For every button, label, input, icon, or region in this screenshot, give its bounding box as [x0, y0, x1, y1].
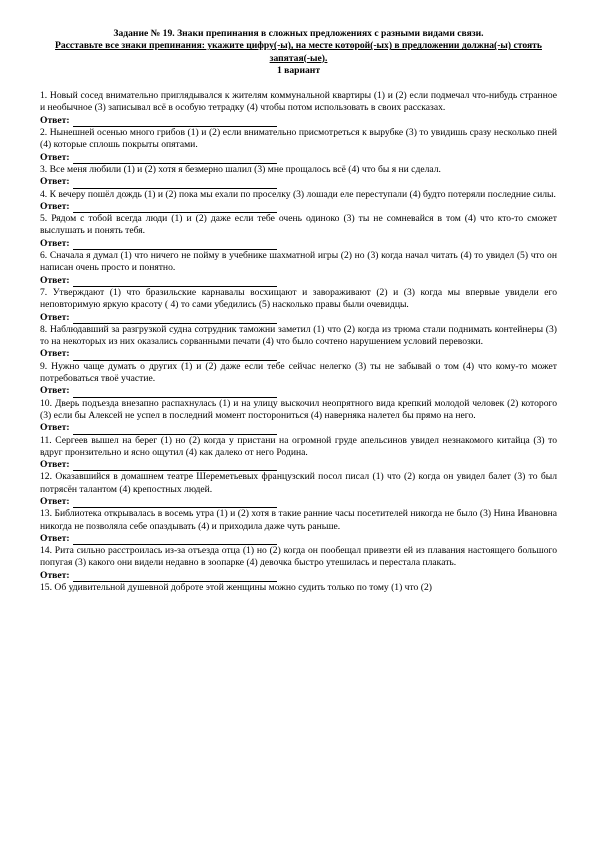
- task-item: [40, 508, 557, 545]
- answer-label: Ответ:: [40, 114, 70, 126]
- answer-label: Ответ:: [40, 274, 70, 286]
- answer-field[interactable]: [73, 178, 277, 189]
- task-text: 5. Рядом с тобой всегда люди (1) и (2) даже если тебе очень одиноко (3) ты не сомневайся в том (4) что кто-то сможет выслушать и понять тебя.: [40, 213, 557, 237]
- answer-label: Ответ:: [40, 151, 70, 163]
- answer-field[interactable]: [73, 460, 277, 471]
- answer-field[interactable]: [73, 276, 277, 287]
- answer-field[interactable]: [73, 424, 277, 435]
- answer-label: Ответ:: [40, 237, 70, 249]
- answer-row: [40, 385, 557, 397]
- task-item: [40, 287, 557, 324]
- task-list: [40, 90, 557, 594]
- answer-label: Ответ:: [40, 569, 70, 581]
- answer-label: Ответ:: [40, 532, 70, 544]
- answer-row: [40, 459, 557, 471]
- worksheet-header: [40, 28, 557, 77]
- answer-field[interactable]: [73, 387, 277, 398]
- task-text: 9. Нужно чаще думать о других (1) и (2) даже если тебе сейчас нелегко (3) ты не забывай о том (4) что кому-то может потребоваться твоё участие.: [40, 360, 557, 385]
- task-item: [40, 361, 557, 398]
- answer-field[interactable]: [73, 534, 277, 545]
- task-text: 4. К вечеру пошёл дождь (1) и (2) пока мы ехали по проселку (3) лошади еле переступали (4) будто потеряли последние силы.: [40, 188, 556, 200]
- task-item: [40, 164, 557, 189]
- answer-label: Ответ:: [40, 311, 70, 323]
- answer-row: [40, 115, 557, 127]
- answer-label: Ответ:: [40, 495, 70, 507]
- task-item: [40, 127, 557, 164]
- task-text: 13. Библиотека открывалась в восемь утра (1) и (2) хотя в такие ранние часы посетителей никогда не было (3) Нина Ивановна никогда не позволяла себе опаздывать (4) и приходила даже чуть раньше.: [40, 508, 557, 532]
- task-item: [40, 90, 557, 127]
- task-text: 1. Новый сосед внимательно приглядывался к жителям коммунальной квартиры (1) и (2) если подмечал что-нибудь странное и необычное (3) записывал всё в особую тетрадку (4) чтобы потом использовать в своих рассказах.: [40, 90, 557, 114]
- answer-label: Ответ:: [40, 459, 70, 471]
- answer-field[interactable]: [73, 571, 277, 582]
- task-item: [40, 471, 557, 508]
- answer-row: [40, 152, 557, 164]
- task-item: [40, 324, 557, 361]
- answer-label: Ответ:: [40, 176, 70, 188]
- task-text: 2. Нынешней осенью много грибов (1) и (2) если внимательно присмотреться к вырубке (3) то увидишь сразу несколько пней (4) которые сплошь покрыты опятами.: [40, 127, 557, 151]
- task-text: 3. Все меня любили (1) и (2) хотя я безмерно шалил (3) мне прощалось всё (4) что бы я ни сделал.: [40, 163, 441, 175]
- answer-field[interactable]: [73, 350, 277, 361]
- worksheet-title: Задание № 19. Знаки препинания в сложных предложениях с разными видами связи.: [113, 28, 484, 39]
- task-text: 6. Сначала я думал (1) что ничего не пойму в учебнике шахматной игры (2) но (3) когда начал читать (4) то увидел (5) что он написан очень просто и понятно.: [40, 250, 557, 274]
- task-text: 15. Об удивительной душевной доброте этой женщины можно судить только по тому (1) что (2): [40, 582, 432, 594]
- answer-field[interactable]: [73, 313, 277, 324]
- answer-field[interactable]: [73, 239, 277, 250]
- task-item: [40, 250, 557, 287]
- answer-row: [40, 312, 557, 324]
- task-text: 10. Дверь подъезда внезапно распахнулась (1) и на улицу выскочил неопрятного вида крепкий молодой человек (2) которого (3) если бы Алексей не успел в последний момент посторониться (4) наверняка налетел бы прямо на него.: [40, 397, 557, 421]
- task-text: 7. Утверждают (1) что бразильские карнавалы восхищают и завораживают (2) и (3) когда мы впервые увидели его неповторимую яркую красоту ( 4) то сами убедились (5) насколько правы были очевидцы.: [40, 286, 557, 311]
- answer-label: Ответ:: [40, 422, 70, 434]
- answer-label: Ответ:: [40, 348, 70, 360]
- answer-label: Ответ:: [40, 200, 70, 212]
- task-item: [40, 398, 557, 435]
- task-text: 11. Сергеев вышел на берег (1) но (2) когда у пристани на огромной груде апельсинов увидел незнакомого китайца (3) то вдруг пронзительно и ясно ощутил (4) как далеко от него Родина.: [40, 434, 557, 458]
- answer-row: [40, 275, 557, 287]
- answer-field[interactable]: [73, 116, 277, 127]
- variant-label: 1 вариант: [276, 64, 321, 76]
- task-item: [40, 435, 557, 472]
- answer-row: [40, 238, 557, 250]
- task-text: 14. Рита сильно расстроилась из-за отъезда отца (1) но (2) когда он пообещал привезти ей из плавания настоящего большого попугая (3) какого они видели недавно в зоопарке (4) девочка быстро утешилась и перестала плакать.: [40, 545, 557, 569]
- task-text: 8. Наблюдавший за разгрузкой судна сотрудник таможни заметил (1) что (2) когда из трюма стали поднимать контейнеры (3) то на некоторых из них оказались сорванными печати (4) что было сочтено нарушением условий перевозки.: [40, 323, 557, 348]
- answer-row: [40, 348, 557, 360]
- answer-row: [40, 201, 557, 213]
- task-item: [40, 189, 557, 214]
- task-item: [40, 545, 557, 582]
- answer-field[interactable]: [73, 202, 277, 213]
- answer-row: [40, 533, 557, 545]
- worksheet-instruction: Расставьте все знаки препинания: укажите цифру(-ы), на месте которой(-ых) в предложении должна(-ы) стоять запятая(-ые).: [55, 40, 542, 64]
- answer-row: [40, 422, 557, 434]
- answer-row: [40, 176, 557, 188]
- answer-field[interactable]: [73, 153, 277, 164]
- task-item: [40, 582, 557, 594]
- task-item: [40, 213, 557, 250]
- answer-label: Ответ:: [40, 385, 70, 397]
- answer-field[interactable]: [73, 497, 277, 508]
- answer-row: [40, 496, 557, 508]
- task-text: 12. Оказавшийся в домашнем театре Шереметьевых французский посол писал (1) что (2) когда он увидел балет (3) то был потрясён талантом (4) крепостных людей.: [40, 471, 557, 495]
- answer-row: [40, 570, 557, 582]
